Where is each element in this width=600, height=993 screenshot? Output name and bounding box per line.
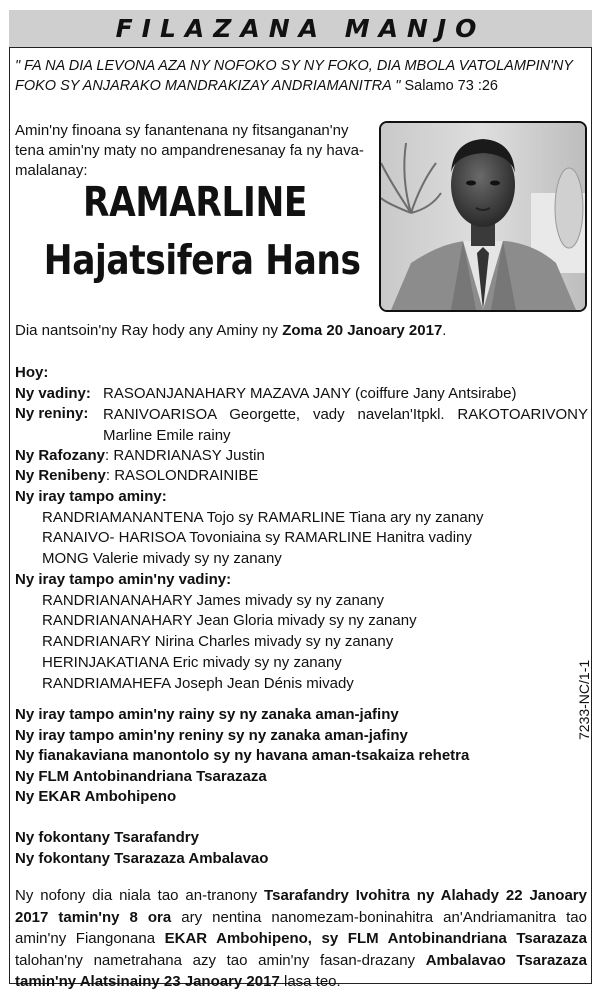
reniny-label: Ny reniny:: [15, 405, 89, 422]
vadiny-row: [15, 384, 517, 404]
other-family-item: Ny iray tampo amin'ny rainy sy ny zanaka aman-jafiny: [15, 706, 399, 723]
deceased-given-names: Hajatsifera Hans: [43, 236, 361, 284]
reference-code: 7233-NC/1-1: [576, 659, 592, 740]
death-suffix: .: [442, 322, 447, 339]
list-item: RANAIVO- HARISOA Tovoniaina sy RAMARLINE Hanitra vadiny: [42, 529, 472, 546]
death-prefix: Dia nantsoin'ny Ray hody any Aminy ny: [15, 322, 283, 339]
death-announcement: [15, 321, 446, 341]
intro-text: Amin'ny finoana sy fanantenana ny fitsanganan'ny tena amin'ny maty no ampandrenesanay fa ny hava-malalanay:: [15, 122, 364, 179]
funeral-bold-1: Tsarafandry Ivohitra ny Alahady 22 Janoary 2017 tamin'ny 8 ora: [15, 887, 587, 926]
rafozany-value: RANDRIANASY Justin: [113, 447, 265, 464]
list-item: RANDRIANANAHARY Jean Gloria mivady sy ny zanany: [42, 612, 417, 629]
list-item: MONG Valerie mivady sy ny zanany: [42, 550, 282, 567]
fokontany-item: Ny fokontany Tsarazaza Ambalavao: [15, 850, 269, 867]
other-family-item: Ny iray tampo amin'ny reniny sy ny zanaka aman-jafiny: [15, 727, 408, 744]
funeral-text-2: ary nentina nanomezam-boninahitra an'Andriamanitra tao amin'ny Fiangonana: [15, 908, 587, 947]
death-date: Zoma 20 Janoary 2017: [282, 322, 443, 339]
tampo-vadiny-label: Ny iray tampo amin'ny vadiny: [15, 571, 227, 588]
family-heading: Hoy:: [15, 364, 49, 381]
rafozany-row: Ny Rafozany: RANDRIANASY Justin: [15, 447, 265, 464]
reniny-label-row: [15, 404, 103, 424]
fokontany-item: Ny fokontany Tsarafandry: [15, 829, 199, 846]
notice-header: [9, 10, 592, 48]
notice-title: FILAZANA MANJO: [115, 14, 486, 43]
list-item: RANDRIANARY Nirina Charles mivady sy ny zanany: [42, 633, 394, 650]
list-item: RANDRIAMAHEFA Joseph Jean Dénis mivady: [42, 675, 354, 692]
funeral-bold-2: EKAR Ambohipeno, sy FLM Antobinandriana Tsarazaza: [164, 930, 587, 947]
family-heading-text: Hoy: [15, 364, 44, 381]
renibeny-row: Ny Renibeny: RASOLONDRAINIBE: [15, 467, 259, 484]
renibeny-label: Ny Renibeny: [15, 467, 106, 484]
bible-quote: [15, 56, 585, 96]
funeral-details: [15, 885, 587, 993]
tampo-aminy-heading: Ny iray tampo aminy:: [15, 488, 167, 505]
vadiny-value: RASOANJANAHARY MAZAVA JANY (coiffure Jany Antsirabe): [103, 385, 517, 402]
reniny-value: RANIVOARISOA Georgette, vady navelan'Itpkl. RAKOTOARIVONY Marline Emile rainy: [103, 406, 588, 444]
deceased-portrait: [379, 121, 587, 312]
quote-text: " FA NA DIA LEVONA AZA NY NOFOKO SY NY FOKO, DIA MBOLA VATOLAMPIN'NY FOKO SY ANJARAKO MANDRAKIZAY ANDRIAMANITRA ": [15, 58, 573, 94]
reniny-label-text: Ny reniny: [15, 405, 84, 422]
funeral-bold-3: Ambalavao Tsarazaza tamin'ny Alatsinainy 23 Janoary 2017: [15, 951, 587, 990]
list-item: RANDRIAMANANTENA Tojo sy RAMARLINE Tiana ary ny zanany: [42, 509, 484, 526]
list-item: RANDRIANANAHARY James mivady sy ny zanany: [42, 592, 385, 609]
list-item: HERINJAKATIANA Eric mivady sy ny zanany: [42, 654, 342, 671]
vadiny-label: Ny vadiny:: [15, 385, 91, 402]
funeral-text-4: lasa teo.: [279, 973, 341, 990]
other-family-item: Ny FLM Antobinandriana Tsarazaza: [15, 768, 267, 785]
other-family-item: Ny fianakaviana manontolo sy ny havana aman-tsakaiza rehetra: [15, 747, 470, 764]
renibeny-value: RASOLONDRAINIBE: [114, 467, 259, 484]
funeral-text-3: talohan'ny nametrahana azy tao amin'ny fasan-drazany: [15, 951, 426, 969]
quote-reference: Salamo 73 :26: [404, 78, 498, 94]
deceased-surname: RAMARLINE: [83, 178, 307, 226]
tampo-aminy-label: Ny iray tampo aminy: [15, 488, 162, 505]
vadiny-label-text: Ny vadiny: [15, 385, 86, 402]
tampo-vadiny-heading: Ny iray tampo amin'ny vadiny:: [15, 571, 232, 588]
other-family-item: Ny EKAR Ambohipeno: [15, 788, 177, 805]
rafozany-label: Ny Rafozany: [15, 447, 106, 464]
funeral-text-1: Ny nofony dia niala tao an-tranony: [15, 887, 265, 904]
